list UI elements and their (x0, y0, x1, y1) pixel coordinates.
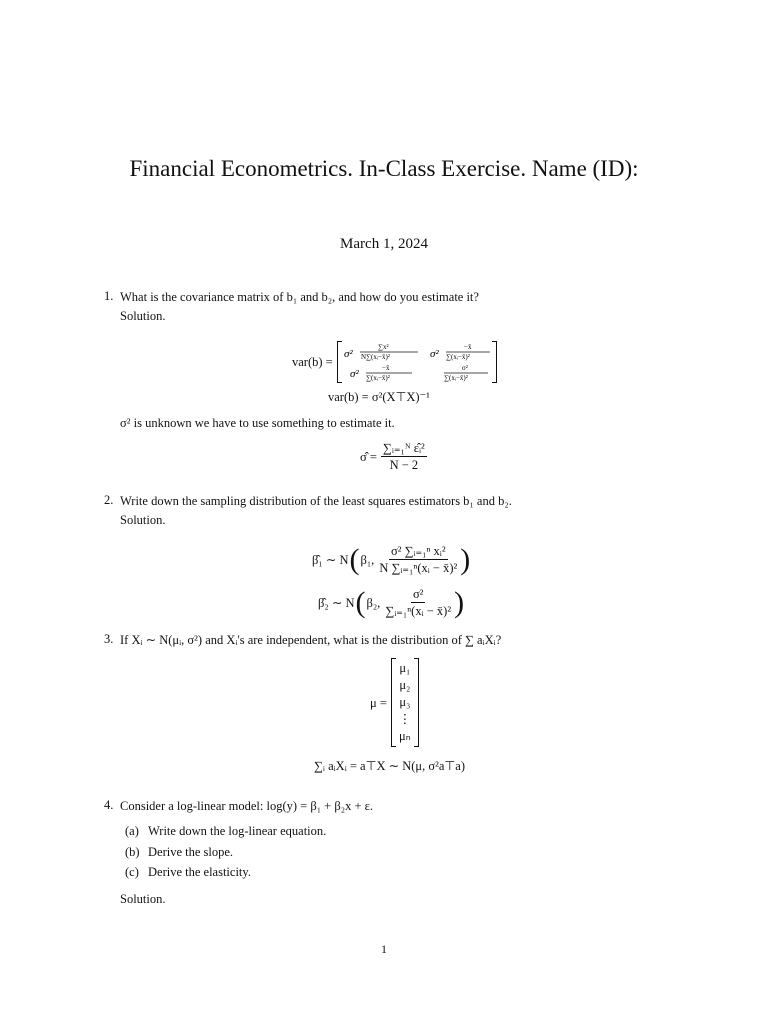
q3-question: If Xᵢ ∼ N(μᵢ, σ²) and Xᵢ's are independent, what is the distribution of ∑ aᵢXᵢ? (120, 633, 502, 647)
mu-lhs: μ = (370, 695, 387, 710)
mu-entry-2: μ₂ (399, 678, 411, 692)
mu-entry-n: μₙ (399, 729, 411, 743)
svg-text:−x̄: −x̄ (381, 364, 390, 372)
q2-number: 2. (104, 493, 114, 507)
q3-number: 3. (104, 632, 114, 646)
q4-part-a-label: (a) (125, 824, 139, 838)
page-number: 1 (381, 942, 387, 956)
svg-text:σ²: σ² (461, 364, 468, 372)
q4-question: Consider a log-linear model: log(y) = β₁ + β₂x + ε. (120, 799, 373, 813)
b1-close-paren: ) (460, 542, 471, 576)
q1-number: 1. (104, 289, 114, 303)
svg-text:∑(xᵢ−x̄)²: ∑(xᵢ−x̄)² (365, 374, 390, 382)
sigma-hat-fraction (381, 440, 427, 473)
b2-open-paren: ( (355, 585, 366, 619)
covariance-matrix-entries (338, 341, 496, 383)
q1-question: What is the covariance matrix of b₁ and b₂, and how do you estimate it? (120, 290, 479, 304)
b1-lhs: β̂₁ ∼ N (312, 552, 349, 567)
b1-distribution (312, 543, 470, 576)
b2-denominator: ∑ᵢ₌₁ⁿ(xᵢ − x̄)² (385, 604, 452, 618)
q4-solution-label: Solution. (120, 892, 166, 906)
covariance-matrix-equation (292, 340, 497, 384)
b2-lhs: β̂₂ ∼ N (318, 595, 355, 610)
q4-part-c-label: (c) (125, 865, 139, 879)
svg-text:−x̄: −x̄ (463, 343, 472, 351)
b1-variance-fraction (377, 543, 459, 576)
q2-question: Write down the sampling distribution of the least squares estimators b₁ and b₂. (120, 494, 512, 508)
mu-vector (391, 658, 419, 747)
b2-close-paren: ) (454, 585, 465, 619)
covariance-matrix (337, 341, 497, 383)
b2-mean: β₂, (366, 595, 381, 610)
q1-solution-label: Solution. (120, 309, 166, 323)
mu-entry-3: μ₃ (399, 695, 411, 709)
q3-result: ∑ᵢ aᵢXᵢ = a⊤X ∼ N(μ, σ²a⊤a) (314, 759, 466, 773)
sigma-hat-equation (360, 440, 427, 473)
svg-text:∑(xᵢ−x̄)²: ∑(xᵢ−x̄)² (445, 353, 470, 361)
svg-text:∑x²: ∑x² (377, 343, 389, 351)
b2-distribution (318, 586, 464, 619)
b2-variance-fraction (383, 586, 453, 619)
document-title: Financial Econometrics. In-Class Exercise. Name (ID): (129, 156, 639, 181)
svg-text:∑(xᵢ−x̄)²: ∑(xᵢ−x̄)² (443, 374, 468, 382)
svg-text:N∑(xᵢ−x̄)²: N∑(xᵢ−x̄)² (360, 353, 390, 361)
mu-entry-dots: ⋮ (398, 712, 412, 726)
document-date: March 1, 2024 (340, 236, 428, 252)
sigma-hat-denominator: N − 2 (389, 458, 419, 472)
sigma-unknown-text: σ² is unknown we have to use something to estimate it. (120, 416, 395, 430)
sigma-hat-numerator: ∑ᵢ₌₁ᴺ ε̂ᵢ² (382, 441, 425, 455)
q2-solution-label: Solution. (120, 513, 166, 527)
q4-part-c-text: Derive the elasticity. (148, 865, 251, 879)
svg-text:σ²: σ² (343, 348, 353, 360)
sigma-hat-lhs: σ̂ = (360, 449, 377, 464)
mu-entry-1: μ₁ (399, 661, 411, 675)
b1-mean: β₁, (360, 552, 375, 567)
b1-numerator: σ² ∑ᵢ₌₁ⁿ xᵢ² (390, 544, 446, 558)
b1-denominator: N ∑ᵢ₌₁ⁿ(xᵢ − x̄)² (379, 561, 458, 575)
q4-part-b-text: Derive the slope. (148, 845, 234, 859)
mu-vector-equation (370, 658, 419, 747)
var-b-lhs: var(b) = (292, 355, 333, 369)
b1-open-paren: ( (349, 542, 360, 576)
b2-numerator: σ² (412, 587, 424, 601)
svg-text:σ²: σ² (349, 368, 359, 380)
q4-number: 4. (104, 798, 114, 812)
q4-part-a-text: Write down the log-linear equation. (148, 824, 327, 838)
q4-part-b-label: (b) (125, 845, 140, 859)
var-b-formula: var(b) = σ²(X⊤X)⁻¹ (328, 390, 430, 404)
svg-text:σ²: σ² (429, 348, 439, 360)
